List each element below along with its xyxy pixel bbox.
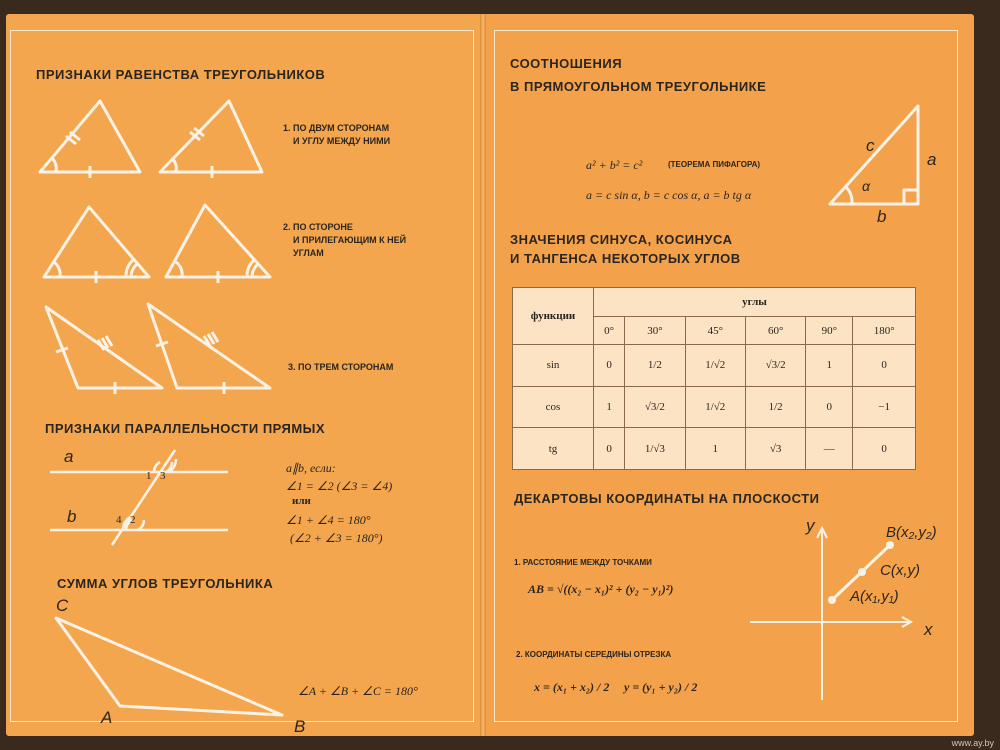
angle-2-label: 2 (130, 514, 136, 526)
point-b-label: B(x₂,y₂) (886, 524, 937, 541)
tg-row (513, 428, 916, 470)
pythagoras-formula: a² + b² = c² (586, 158, 643, 172)
angle-col-header: 90° (806, 317, 853, 345)
cartesian-title: ДЕКАРТОВЫ КООРДИНАТЫ НА ПЛОСКОСТИ (514, 491, 820, 506)
rule1-line2: И УГЛУ МЕЖДУ НИМИ (293, 136, 391, 146)
rule2-line3: УГЛАМ (293, 248, 324, 258)
angle-1-label: 1 (146, 470, 152, 482)
point-a (828, 596, 836, 604)
line-a-label: a (64, 447, 74, 466)
right-triangle-title-1: СООТНОШЕНИЯ (510, 56, 623, 71)
parallel-cond-4: (∠2 + ∠3 = 180°) (290, 531, 383, 545)
parallel-cond-1: a∥b, если: (286, 461, 336, 475)
angle-sum-formula: ∠A + ∠B + ∠C = 180° (298, 684, 418, 698)
vertex-c-label: C (56, 596, 69, 615)
table-cell: 0 (853, 345, 916, 387)
table-cell: 1 (594, 386, 625, 428)
angle-col-header: 0° (594, 317, 625, 345)
row-name: cos (513, 386, 594, 428)
table-cell: 0 (806, 386, 853, 428)
x-axis-label: x (924, 620, 933, 639)
angles-header: углы (594, 288, 916, 317)
angle-sum-title: СУММА УГЛОВ ТРЕУГОЛЬНИКА (57, 576, 274, 591)
table-cell: 0 (594, 345, 625, 387)
table-cell: 1/√2 (685, 386, 745, 428)
table-cell: √3 (745, 428, 805, 470)
table-cell: 0 (853, 428, 916, 470)
table-cell: 0 (594, 428, 625, 470)
pythagoras-note: (ТЕОРЕМА ПИФАГОРА) (668, 160, 761, 169)
table-cell: 1 (685, 428, 745, 470)
trig-values-table (512, 287, 916, 470)
angle-col-header: 60° (745, 317, 805, 345)
table-cell: √3/2 (745, 345, 805, 387)
side-a-label: a (927, 150, 937, 169)
table-cell: √3/2 (625, 386, 685, 428)
line-b-label: b (67, 507, 77, 526)
row-name: tg (513, 428, 594, 470)
rule2-line1: 2. ПО СТОРОНЕ (283, 222, 353, 232)
trig-title-2: И ТАНГЕНСА НЕКОТОРЫХ УГЛОВ (510, 251, 741, 266)
vertex-a-label: A (101, 708, 113, 727)
parallel-title: ПРИЗНАКИ ПАРАЛЛЕЛЬНОСТИ ПРЯМЫХ (45, 421, 326, 436)
trig-relations: a = c sin α, b = c cos α, a = b tg α (586, 188, 752, 202)
sin-row (513, 345, 916, 387)
point-c-label: C(x,y) (880, 562, 920, 579)
trig-title-1: ЗНАЧЕНИЯ СИНУСА, КОСИНУСА (510, 232, 733, 247)
angle-col-header: 180° (853, 317, 916, 345)
distance-formula: AB = √((x₂ − x₁)² + (y₂ − y₁)²) (528, 582, 674, 596)
angle-4-label: 4 (116, 514, 122, 526)
table-cell: 1/√2 (685, 345, 745, 387)
angle-col-header: 30° (625, 317, 685, 345)
point-b (886, 541, 894, 549)
triangle-equality-title: ПРИЗНАКИ РАВЕНСТВА ТРЕУГОЛЬНИКОВ (36, 67, 326, 82)
rule3-label: 3. ПО ТРЕМ СТОРОНАМ (288, 362, 394, 372)
rule2-line2: И ПРИЛЕГАЮЩИМ К НЕЙ (293, 235, 407, 245)
vertex-b-label: B (294, 717, 306, 736)
table-cell: 1/√3 (625, 428, 685, 470)
parallel-cond-2: ∠1 = ∠2 (∠3 = ∠4) (286, 479, 393, 493)
point-c (858, 568, 866, 576)
side-c-label: c (866, 136, 875, 155)
table-cell: 1/2 (745, 386, 805, 428)
midpoint-x-formula: x = (x₁ + x₂) / 2 (534, 680, 610, 694)
table-cell: 1 (806, 345, 853, 387)
parallel-cond-or: или (292, 495, 311, 507)
y-axis-label: y (806, 516, 815, 535)
angle-3-label: 3 (160, 470, 166, 482)
midpoint-y-formula: y = (y₁ + y₂) / 2 (624, 680, 698, 694)
midpoint-label: 2. КООРДИНАТЫ СЕРЕДИНЫ ОТРЕЗКА (516, 650, 672, 659)
side-b-label: b (877, 207, 887, 226)
table-cell: — (806, 428, 853, 470)
right-triangle-title-2: В ПРЯМОУГОЛЬНОМ ТРЕУГОЛЬНИКЕ (510, 79, 767, 94)
parallel-cond-3: ∠1 + ∠4 = 180° (286, 513, 371, 527)
distance-label: 1. РАССТОЯНИЕ МЕЖДУ ТОЧКАМИ (514, 558, 652, 567)
point-a-label: A(x₁,y₁) (850, 588, 899, 605)
row-name: sin (513, 345, 594, 387)
rule1-line1: 1. ПО ДВУМ СТОРОНАМ (283, 123, 390, 133)
angle-alpha-label: α (862, 178, 870, 194)
watermark: www.ay.by (951, 738, 994, 748)
table-cell: 1/2 (625, 345, 685, 387)
cos-row (513, 386, 916, 428)
functions-header: функции (513, 288, 594, 345)
table-cell: −1 (853, 386, 916, 428)
angle-col-header: 45° (685, 317, 745, 345)
